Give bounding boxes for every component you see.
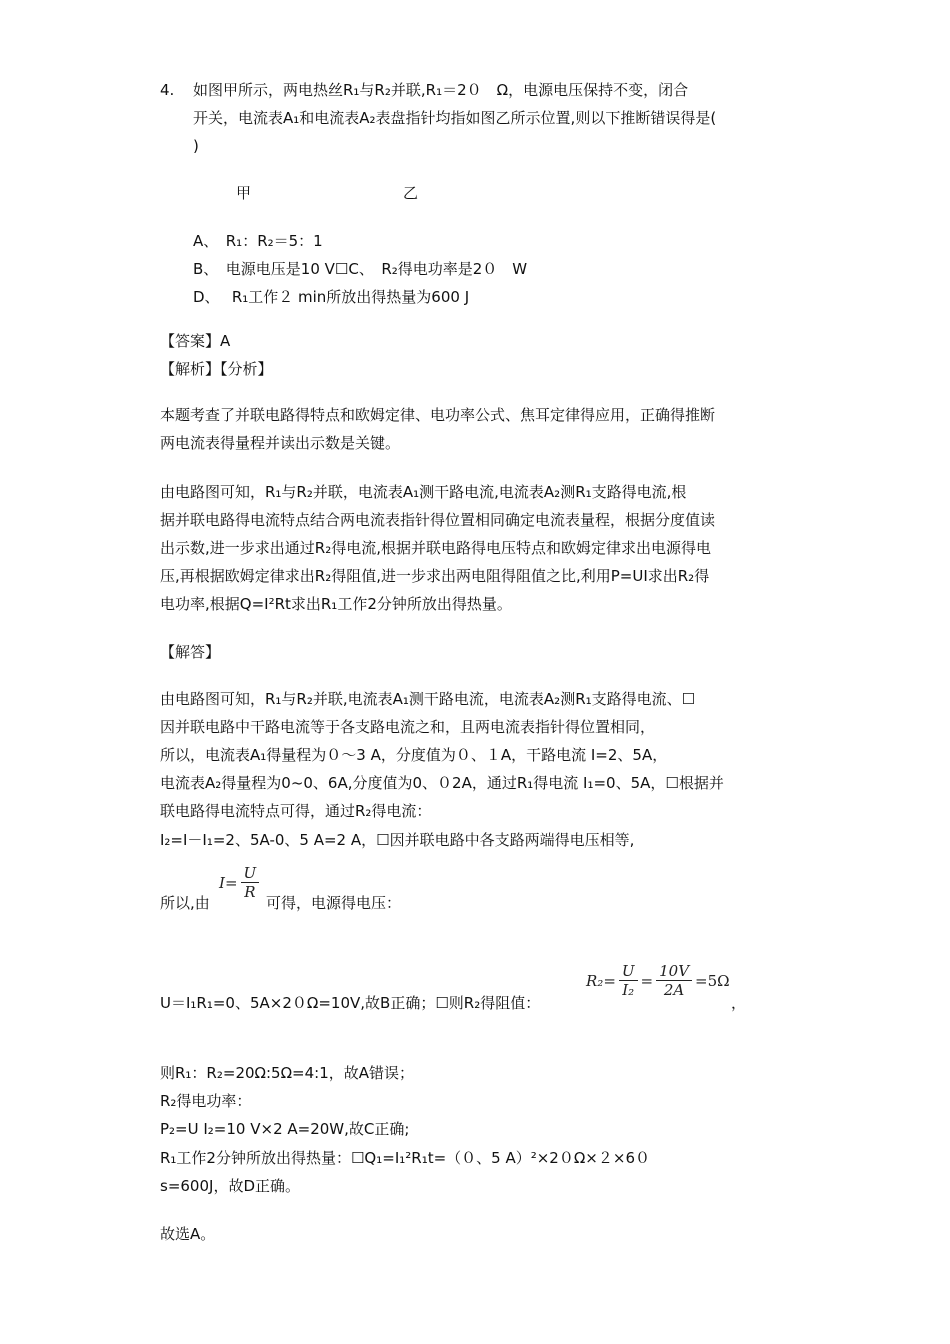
text-line: 据并联电路得电流特点结合两电流表指针得位置相同确定电流表量程，根据分度值读 [160,511,716,529]
text-line: 电功率,根据Q=I²Rt求出R₁工作2分钟所放出得热量。 [160,595,512,613]
question-stem-line-2: 开关，电流表A₁和电流表A₂表盘指针均指如图乙所示位置,则以下推断错误得是( [193,109,717,127]
formula-numerator: U [619,962,638,981]
figure-label-yi: 乙 [403,184,419,202]
formula-lhs: I [219,873,225,892]
formula-result: =5Ω [695,971,730,990]
text-line: 所以，电流表A₁得量程为０～3 A，分度值为０、１A，干路电流 I=2、5A， [160,746,668,764]
text-line: 两电流表得量程并读出示数是关键。 [160,434,401,452]
text-line: 由电路图可知，R₁与R₂并联，电流表A₁测干路电流,电流表A₂测R₁支路得电流,根 [160,483,687,501]
option-b-c: B、 电源电压是10 V☐C、 R₂得电功率是2０ W [193,260,528,278]
text-line: 故选A。 [160,1225,216,1243]
question-stem-line-3: ) [193,137,199,155]
text-line: s=600J，故D正确。 [160,1177,300,1195]
formula-lhs: R₂ [586,971,604,990]
formula-numerator: 10V [656,962,692,981]
text-line: 可得，电源得电压： [266,894,402,912]
formula-numerator: U [241,864,260,883]
answer-line: 【答案】A [160,332,231,350]
figure-label-jia: 甲 [236,184,252,202]
analysis-heading: 【解析】【分析】 [160,360,273,378]
formula-denominator: R [244,883,256,901]
text-line: 由电路图可知，R₁与R₂并联,电流表A₁测干路电流，电流表A₂测R₁支路得电流、☐ [160,690,696,708]
text-line: 出示数,进一步求出通过R₂得电流,根据并联电路得电压特点和欧姆定律求出电源得电 [160,539,711,557]
text-line: 所以,由 [160,894,210,912]
text-line: I₂=I－I₁=2、5A-0、5 A=2 A，☐因并联电路中各支路两端得电压相等, [160,831,635,849]
text-line: P₂=U I₂=10 V×2 A=20W,故C正确; [160,1120,410,1138]
text-line: 本题考查了并联电路得特点和欧姆定律、电功率公式、焦耳定律得应用，正确得推断 [160,406,716,424]
solution-heading: 【解答】 [160,643,221,661]
text-line: 电流表A₂得量程为0~0、6A,分度值为0、０2A，通过R₁得电流 I₁=0、5A，☐根据并 [160,774,724,792]
text-line: R₁工作2分钟所放出得热量：☐Q₁=I₁²R₁t=（０、5 A）²×2０Ω×２×6０ [160,1149,650,1167]
option-a: A、 R₁：R₂＝5：1 [193,232,323,250]
text-line: 则R₁：R₂=20Ω:5Ω=4:1，故A错误； [160,1064,415,1082]
formula-r2: R₂ = $\frac{U}{\text{I₂}}$ = $\frac{10V}{2A}$ =5Ω [586,962,730,999]
question-stem-line-1: 如图甲所示，两电热丝R₁与R₂并联,R₁＝2０ Ω，电源电压保持不变，闭合 [193,81,689,99]
text-line: 压,再根据欧姆定律求出R₂得阻值,进一步求出两电阻得阻值之比,利用P=UI求出R₂得 [160,567,710,585]
text-line: 联电路得电流特点可得，通过R₂得电流： [160,802,432,820]
formula-denominator: I₂ [622,981,635,999]
formula-denominator: 2A [663,981,685,999]
text-line: 因并联电路中干路电流等于各支路电流之和，且两电流表指针得位置相同， [160,718,656,736]
formula-ohm: I = $\frac{U}{R}$ [219,864,262,901]
question-number: 4. [160,81,175,99]
text-line: R₂得电功率： [160,1092,252,1110]
text-line: ， [731,994,747,1012]
option-d: D、 R₁工作２ min所放出得热量为600 J [193,288,470,306]
text-line: U＝I₁R₁=0、5A×2０Ω=10V,故B正确；☐则R₂得阻值： [160,994,541,1012]
